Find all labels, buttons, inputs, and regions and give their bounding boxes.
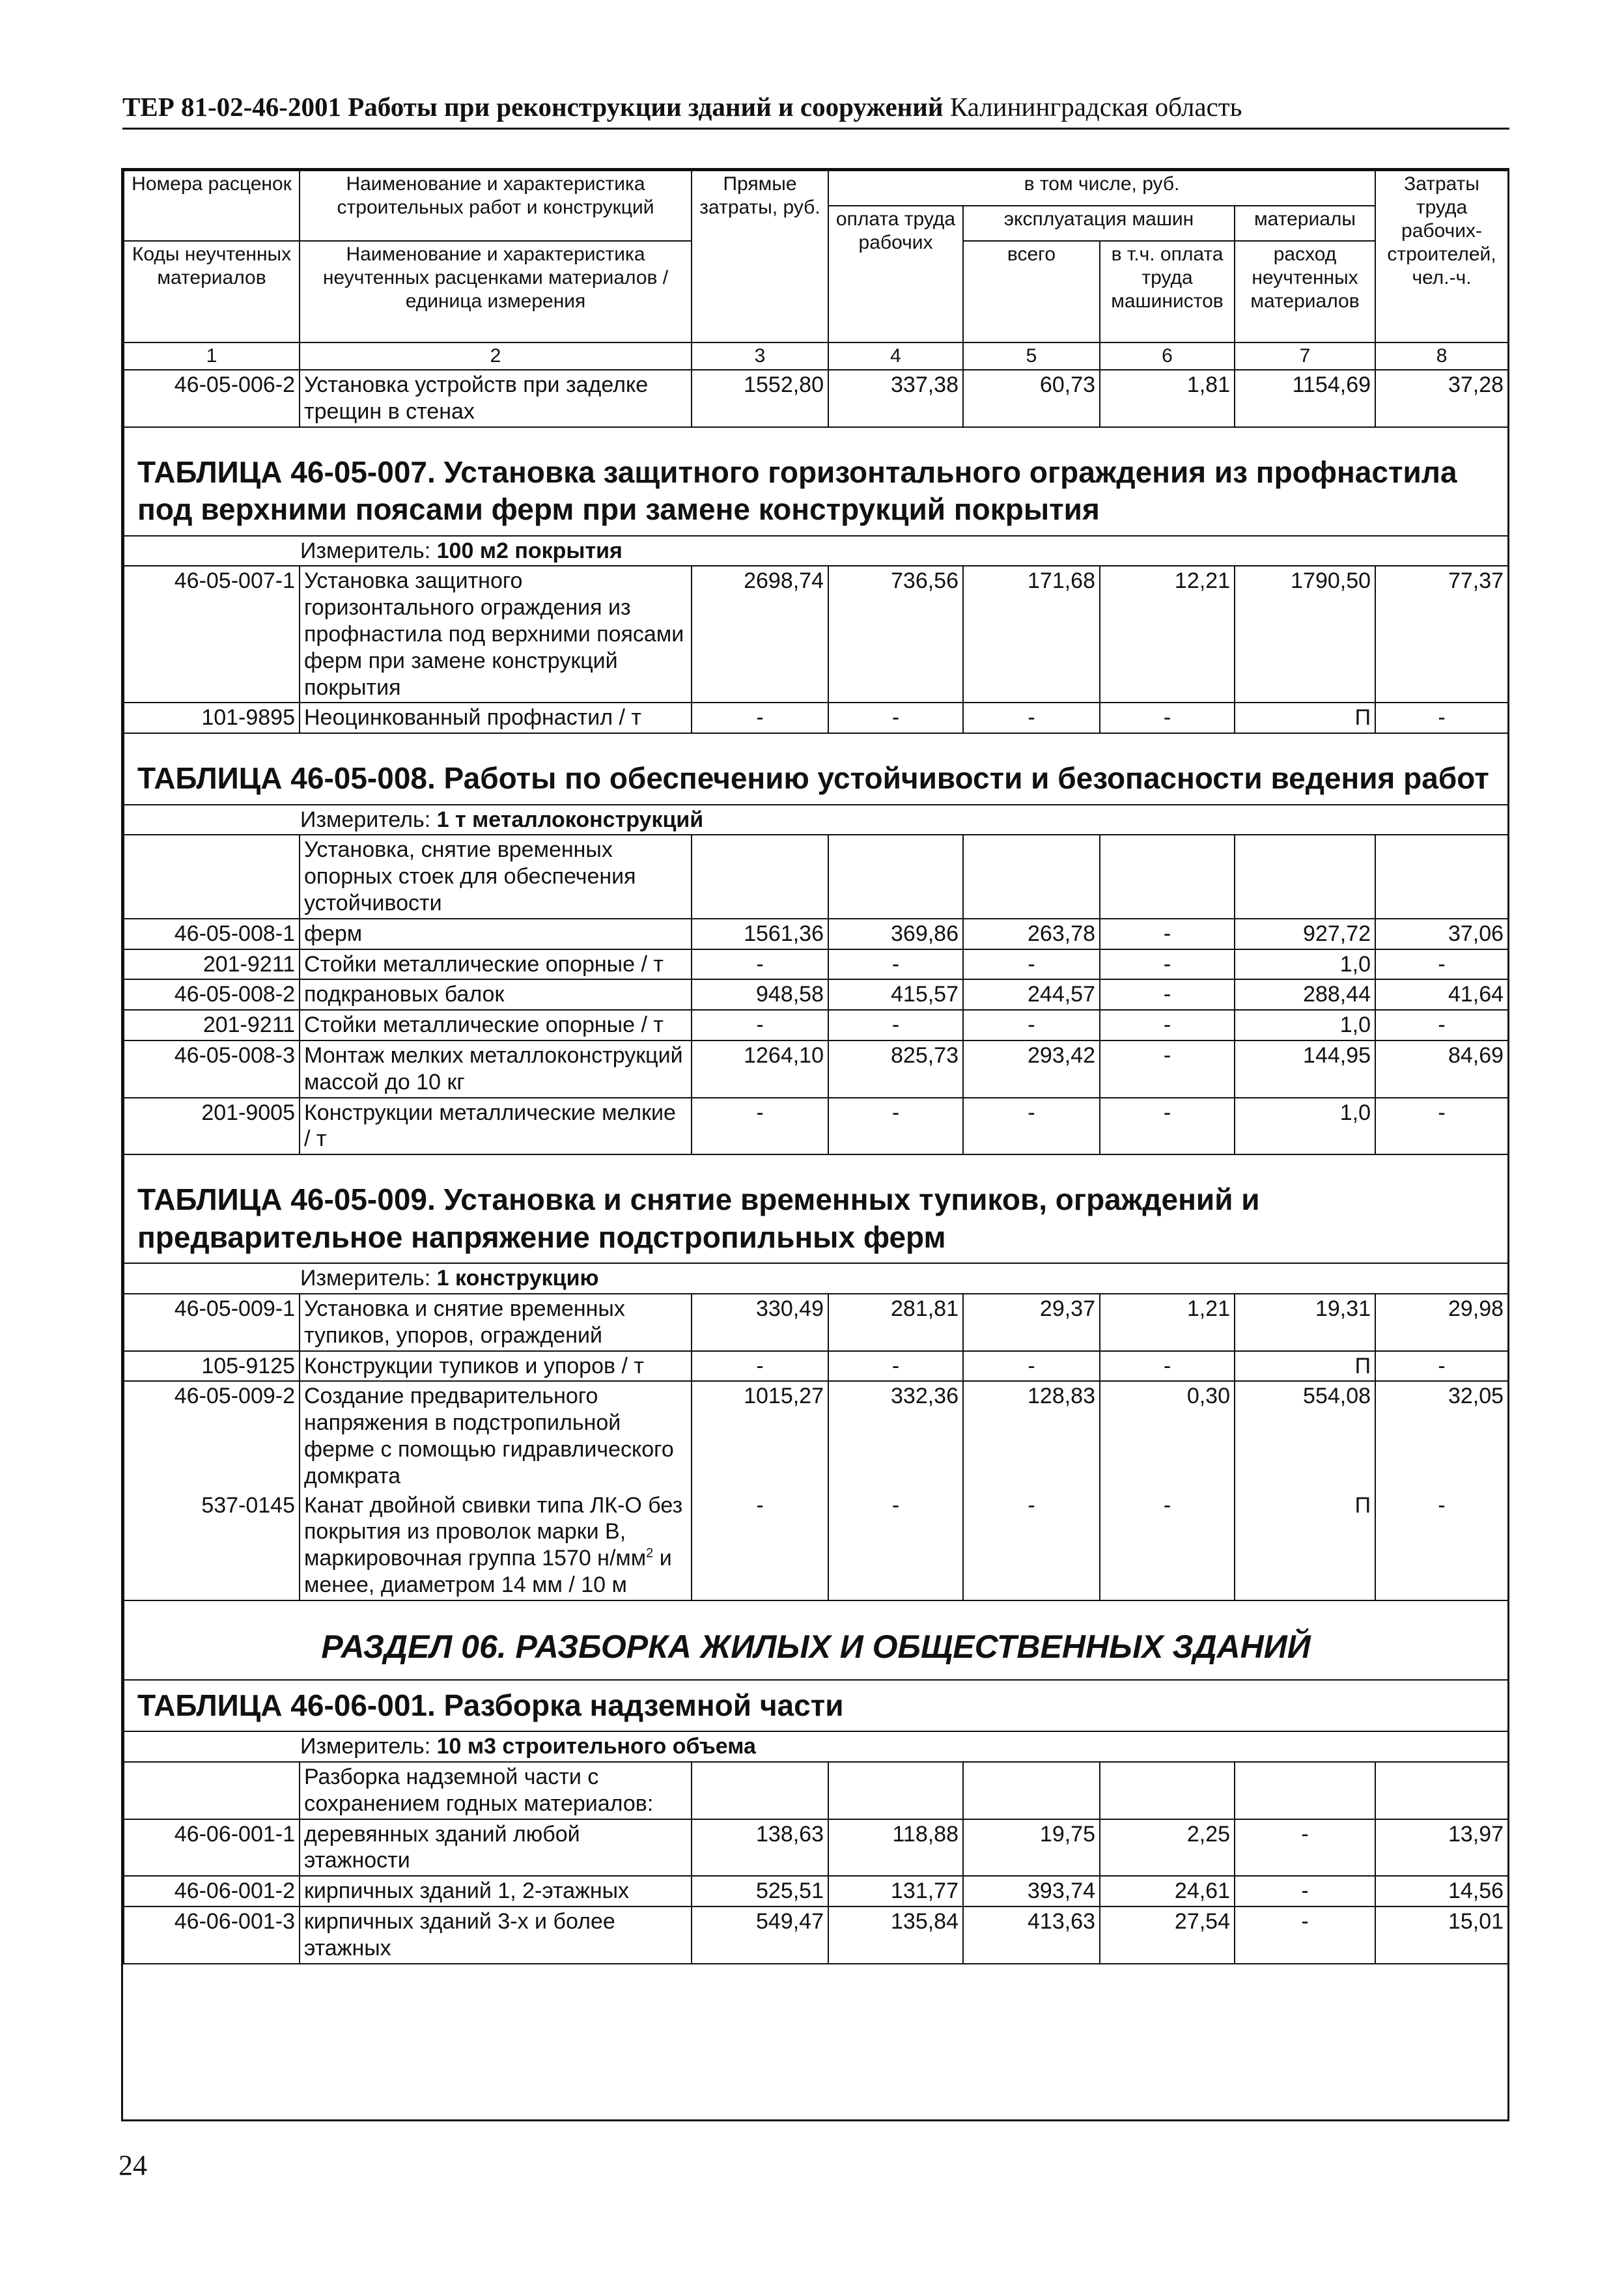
labor-hours: 77,37 (1375, 566, 1508, 703)
machinist-pay: 1,21 (1100, 1294, 1235, 1351)
machinist-pay: 2,25 (1100, 1819, 1235, 1877)
material-code: 101-9895 (124, 703, 300, 733)
material-row (124, 949, 1508, 980)
value-cell: - (828, 1351, 963, 1382)
material-name: Конструкции тупиков и упоров / т (300, 1351, 692, 1382)
value-cell: - (828, 1491, 963, 1600)
group-intro: Разборка надземной части с сохранением годных материалов: (300, 1762, 692, 1819)
material-name: Канат двойной свивки типа ЛК-О без покрытия из проволок марки В, маркировочная группа 1570 $н/мм^2$ и менее, диаметром 14 мм / 10 м (300, 1491, 692, 1600)
value-cell: - (1375, 1351, 1508, 1382)
rate-code: 46-06-001-2 (124, 1876, 300, 1906)
machines-total: 244,57 (963, 979, 1100, 1010)
intro-row (124, 835, 1508, 918)
material-name: Неоцинкованный профнастил / т (300, 703, 692, 733)
value-cell: - (1100, 1351, 1235, 1382)
machines-total: 29,37 (963, 1294, 1100, 1351)
rate-name: Создание предварительного напряжения в подстропильной ферме с помощью гидравлического домкрата (300, 1381, 692, 1490)
intro-row (124, 1762, 1508, 1819)
labor-pay: 369,86 (828, 919, 963, 949)
value-cell: 1,0 (1235, 1010, 1375, 1040)
material-name: Стойки металлические опорные / т (300, 1010, 692, 1040)
value-cell: - (828, 1098, 963, 1155)
direct-cost: 525,51 (692, 1876, 828, 1906)
material-code: 105-9125 (124, 1351, 300, 1382)
labor-hours: 37,28 (1375, 370, 1508, 427)
col-num: 2 (300, 342, 692, 370)
machines-total: 393,74 (963, 1876, 1100, 1906)
direct-cost: 1552,80 (692, 370, 828, 427)
labor-hours: 37,06 (1375, 919, 1508, 949)
measure-unit: Измеритель: 1 т металлоконструкций (124, 805, 1508, 835)
rate-name: кирпичных зданий 1, 2-этажных (300, 1876, 692, 1906)
col2-top: Наименование и характеристика строительных работ и конструкций (300, 171, 692, 241)
labor-hours: 15,01 (1375, 1906, 1508, 1964)
material-code: 201-9211 (124, 949, 300, 980)
measure-row (124, 1263, 1508, 1294)
materials-cost: 144,95 (1235, 1040, 1375, 1098)
measure-unit: Измеритель: 100 м2 покрытия (124, 536, 1508, 566)
rate-name: деревянных зданий любой этажности (300, 1819, 692, 1877)
col5-header: всего (963, 241, 1100, 342)
machinist-pay: - (1100, 979, 1235, 1010)
machines-total: 263,78 (963, 919, 1100, 949)
rate-code: 46-05-009-1 (124, 1294, 300, 1351)
labor-hours: 13,97 (1375, 1819, 1508, 1877)
material-code: 201-9005 (124, 1098, 300, 1155)
col-num: 6 (1100, 342, 1235, 370)
rate-name: Монтаж мелких металлоконструкций массой до 10 кг (300, 1040, 692, 1098)
col3-header: Прямые затраты, руб. (692, 171, 828, 342)
direct-cost: 549,47 (692, 1906, 828, 1964)
measure-row (124, 536, 1508, 566)
rates-table (123, 170, 1509, 1964)
materials-cost: - (1235, 1819, 1375, 1877)
value-cell: - (828, 949, 963, 980)
rate-code: 46-05-007-1 (124, 566, 300, 703)
col-num: 3 (692, 342, 828, 370)
materials-cost: 554,08 (1235, 1381, 1375, 1490)
table-row (124, 1294, 1508, 1351)
value-cell: - (1100, 1098, 1235, 1155)
machines-total: 293,42 (963, 1040, 1100, 1098)
material-row (124, 703, 1508, 733)
measure-row (124, 805, 1508, 835)
value-cell: - (1375, 1010, 1508, 1040)
table-row (124, 1381, 1508, 1490)
col1-bottom: Коды неучтенных материалов (124, 241, 300, 342)
labor-hours: 32,05 (1375, 1381, 1508, 1490)
machinist-pay: - (1100, 919, 1235, 949)
materials-cost: 288,44 (1235, 979, 1375, 1010)
section-title-row (124, 1154, 1508, 1263)
table-row (124, 1906, 1508, 1964)
rate-code: 46-06-001-1 (124, 1819, 300, 1877)
measure-row (124, 1731, 1508, 1762)
machines-total: 128,83 (963, 1381, 1100, 1490)
value-cell: - (1100, 703, 1235, 733)
page-header (122, 91, 1508, 122)
labor-pay: 118,88 (828, 1819, 963, 1877)
rate-code: 46-05-009-2 (124, 1381, 300, 1490)
labor-hours: 84,69 (1375, 1040, 1508, 1098)
col2-bottom: Наименование и характеристика неучтенных расценками материалов / единица измерения (300, 241, 692, 342)
labor-hours: 41,64 (1375, 979, 1508, 1010)
rates-sheet (121, 168, 1509, 2121)
doc-code: ТЕР 81-02-46-2001 Работы при реконструкции зданий и сооружений (122, 92, 944, 122)
material-row (124, 1491, 1508, 1600)
table-row (124, 1819, 1508, 1877)
page-number: 24 (119, 2149, 147, 2181)
rate-code: 46-05-008-3 (124, 1040, 300, 1098)
value-cell: 1,0 (1235, 1098, 1375, 1155)
rate-name: подкрановых балок (300, 979, 692, 1010)
direct-cost: 330,49 (692, 1294, 828, 1351)
direct-cost: 1015,27 (692, 1381, 828, 1490)
material-row (124, 1010, 1508, 1040)
machines-total: 171,68 (963, 566, 1100, 703)
material-code: 537-0145 (124, 1491, 300, 1600)
rate-name: Установка и снятие временных тупиков, упоров, ограждений (300, 1294, 692, 1351)
group-intro: Установка, снятие временных опорных стоек для обеспечения устойчивости (300, 835, 692, 918)
labor-pay: 825,73 (828, 1040, 963, 1098)
value-cell: 1,0 (1235, 949, 1375, 980)
table-row (124, 1040, 1508, 1098)
col-num: 5 (963, 342, 1100, 370)
part-title-row (124, 1600, 1508, 1680)
value-cell: П (1235, 1491, 1375, 1600)
direct-cost: 1264,10 (692, 1040, 828, 1098)
machinist-pay: 27,54 (1100, 1906, 1235, 1964)
col7-header: расход неучтенных материалов (1235, 241, 1375, 342)
machinist-pay: 24,61 (1100, 1876, 1235, 1906)
value-cell: - (963, 703, 1100, 733)
machines-total: 413,63 (963, 1906, 1100, 1964)
rate-name: Установка защитного горизонтального ограждения из профнастила под верхними поясами ферм при замене конструкций покрытия (300, 566, 692, 703)
rate-code: 46-05-008-2 (124, 979, 300, 1010)
value-cell: - (1375, 1491, 1508, 1600)
group-header: в том числе, руб. (828, 171, 1375, 206)
value-cell: - (692, 1098, 828, 1155)
materials-cost: - (1235, 1876, 1375, 1906)
materials-cost: 1790,50 (1235, 566, 1375, 703)
rate-name: кирпичных зданий 3-х и более этажных (300, 1906, 692, 1964)
value-cell: П (1235, 1351, 1375, 1382)
col-num: 4 (828, 342, 963, 370)
table-row (124, 566, 1508, 703)
materials-cost: 927,72 (1235, 919, 1375, 949)
value-cell: - (692, 949, 828, 980)
header-row-1 (124, 171, 1508, 206)
value-cell: - (1100, 949, 1235, 980)
section-title-row (124, 1680, 1508, 1732)
labor-pay: 281,81 (828, 1294, 963, 1351)
machinist-pay: 12,21 (1100, 566, 1235, 703)
rate-code: 46-06-001-3 (124, 1906, 300, 1964)
direct-cost: 138,63 (692, 1819, 828, 1877)
col-num: 8 (1375, 342, 1508, 370)
table-title: ТАБЛИЦА 46-05-008. Работы по обеспечению устойчивости и безопасности ведения работ (124, 733, 1508, 805)
machinist-pay: 0,30 (1100, 1381, 1235, 1490)
machinist-pay: - (1100, 1040, 1235, 1098)
header-rule (122, 128, 1509, 130)
labor-pay: 415,57 (828, 979, 963, 1010)
labor-pay: 736,56 (828, 566, 963, 703)
value-cell: - (963, 1491, 1100, 1600)
section-title-row (124, 427, 1508, 536)
material-name: Конструкции металлические мелкие / т (300, 1098, 692, 1155)
material-row (124, 1351, 1508, 1382)
direct-cost: 2698,74 (692, 566, 828, 703)
value-cell: - (963, 1010, 1100, 1040)
value-cell: - (963, 1098, 1100, 1155)
col6-header: в т.ч. оплата труда машинистов (1100, 241, 1235, 342)
value-cell: - (692, 1351, 828, 1382)
rate-code: 46-05-008-1 (124, 919, 300, 949)
value-cell: - (692, 1010, 828, 1040)
value-cell: - (1375, 703, 1508, 733)
value-cell: - (828, 1010, 963, 1040)
col4-header: оплата труда рабочих (828, 206, 963, 342)
value-cell: - (1100, 1010, 1235, 1040)
value-cell: - (1100, 1491, 1235, 1600)
value-cell: - (963, 949, 1100, 980)
col1-top: Номера расценок (124, 171, 300, 241)
value-cell: - (1375, 949, 1508, 980)
materials-header: материалы (1235, 206, 1375, 241)
labor-hours: 29,98 (1375, 1294, 1508, 1351)
table-title: ТАБЛИЦА 46-05-007. Установка защитного горизонтального ограждения из профнастила под верхними поясами ферм при замене конструкций покрытия (124, 427, 1508, 536)
machinist-pay: 1,81 (1100, 370, 1235, 427)
value-cell: - (692, 703, 828, 733)
direct-cost: 1561,36 (692, 919, 828, 949)
materials-cost: 1154,69 (1235, 370, 1375, 427)
measure-unit: Измеритель: 10 м3 строительного объема (124, 1731, 1508, 1762)
column-numbers (124, 342, 1508, 370)
rate-code: 46-05-006-2 (124, 370, 300, 427)
labor-pay: 135,84 (828, 1906, 963, 1964)
value-cell: - (692, 1491, 828, 1600)
table-title: ТАБЛИЦА 46-05-009. Установка и снятие временных тупиков, ограждений и предварительное напряжение подстропильных ферм (124, 1154, 1508, 1263)
measure-unit: Измеритель: 1 конструкцию (124, 1263, 1508, 1294)
table-row (124, 979, 1508, 1010)
table-row (124, 1876, 1508, 1906)
labor-pay: 337,38 (828, 370, 963, 427)
materials-cost: 19,31 (1235, 1294, 1375, 1351)
value-cell: - (1375, 1098, 1508, 1155)
direct-cost: 948,58 (692, 979, 828, 1010)
material-code: 201-9211 (124, 1010, 300, 1040)
value-cell: П (1235, 703, 1375, 733)
labor-pay: 131,77 (828, 1876, 963, 1906)
labor-pay: 332,36 (828, 1381, 963, 1490)
part-title: РАЗДЕЛ 06. РАЗБОРКА ЖИЛЫХ И ОБЩЕСТВЕННЫХ ЗДАНИЙ (124, 1600, 1508, 1680)
machines-header: эксплуатация машин (963, 206, 1235, 241)
material-row (124, 1098, 1508, 1155)
table-row (124, 919, 1508, 949)
table-row (124, 370, 1508, 427)
col-num: 7 (1235, 342, 1375, 370)
machines-total: 60,73 (963, 370, 1100, 427)
material-name: Стойки металлические опорные / т (300, 949, 692, 980)
table-title: ТАБЛИЦА 46-06-001. Разборка надземной части (124, 1680, 1508, 1732)
rate-name: ферм (300, 919, 692, 949)
labor-hours: 14,56 (1375, 1876, 1508, 1906)
machines-total: 19,75 (963, 1819, 1100, 1877)
rate-name: Установка устройств при заделке трещин в стенах (300, 370, 692, 427)
value-cell: - (963, 1351, 1100, 1382)
materials-cost: - (1235, 1906, 1375, 1964)
col8-header: Затраты труда рабочих-строителей, чел.-ч. (1375, 171, 1508, 342)
col-num: 1 (124, 342, 300, 370)
value-cell: - (828, 703, 963, 733)
section-title-row (124, 733, 1508, 805)
region: Калининградская область (949, 92, 1242, 122)
